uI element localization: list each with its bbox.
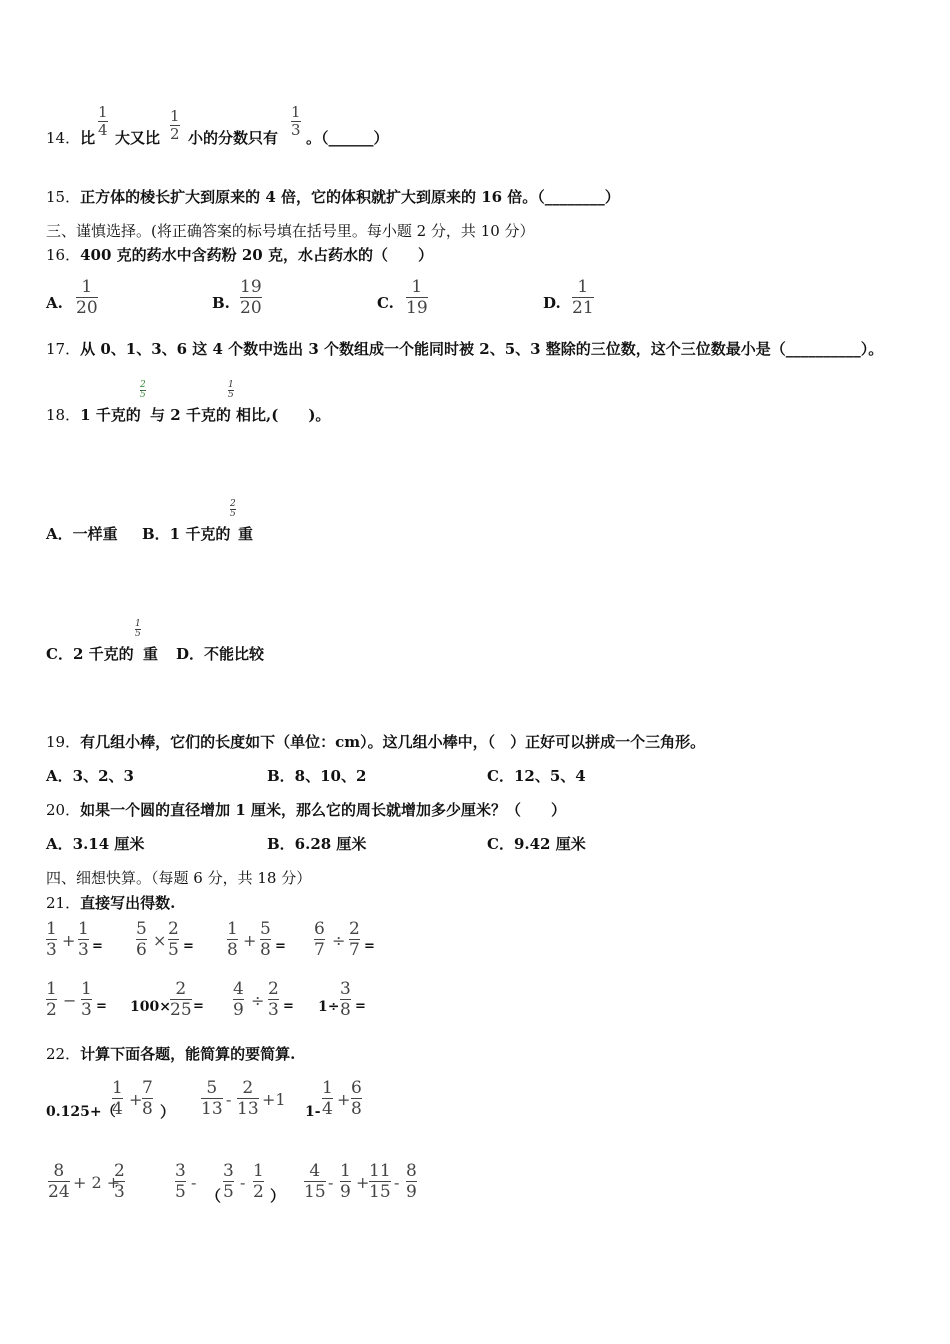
section-4-heading: 四、细想快算。（每题 6 分，共 18 分） [46,869,312,887]
q18-option-b-text[interactable]: B．1 千克的 [142,525,231,543]
q16-option-a-label[interactable]: A. [46,294,63,312]
q18-option-b-fraction: 2 5 [230,499,236,519]
q21-line [46,893,175,913]
q18-option-a[interactable]: A．一样重 [46,525,118,543]
q14-fraction-3: 1 3 [291,103,301,139]
q17-text: 从 0、1、3、6 这 4 个数中选出 3 个数组成一个能同时被 2、5、3 整除的三位数，这个三位数最小是（__________）。 [80,340,884,358]
q19-option-a[interactable]: A．3、2、3 [46,767,134,785]
q16-option-b-label[interactable]: B. [212,294,230,312]
section-3-heading: 三、谨慎选择。(将正确答案的标号填在括号里。每小题 2 分，共 10 分） [46,222,535,240]
q15-text: 正方体的棱长扩大到原来的 4 倍，它的体积就扩大到原来的 16 倍。（________） [80,188,620,206]
q14-text-a: 比 [80,129,96,147]
q16-option-c-label[interactable]: C. [377,294,394,312]
q22-line [46,1044,295,1064]
q20-option-c[interactable]: C．9.42 厘米 [487,835,586,853]
q15-number: 15． [46,188,81,206]
q22-text: 计算下面各题，能简算的要简算. [80,1045,296,1063]
q16-option-b-fraction: 19 20 [240,277,262,318]
q14-fraction-1: 1 4 [98,103,108,139]
q14-line [46,128,95,148]
q21-number: 21． [46,894,81,912]
q21-text: 直接写出得数. [80,894,176,912]
q20-option-a[interactable]: A．3.14 厘米 [46,835,145,853]
q18-option-c-text[interactable]: C．2 千克的 [46,645,134,663]
q18-option-c-fraction: 1 5 [135,619,141,639]
q17-number: 17． [46,340,81,358]
q14-text-b: 大又比 [115,129,161,147]
q18-option-d[interactable]: D．不能比较 [176,645,265,663]
q17-line [46,339,883,359]
q20-number: 20． [46,801,81,819]
q18-text-b: 与 2 千克的 [150,406,231,424]
q20-option-b[interactable]: B．6.28 厘米 [267,835,367,853]
q20-text: 如果一个圆的直径增加 1 厘米，那么它的周长就增加多少厘米？（ ） [80,801,566,819]
q16-option-d-fraction: 1 21 [572,277,594,318]
q20-line [46,800,566,820]
q14-answer-blank[interactable]: 。（______） [306,129,389,147]
q19-option-b[interactable]: B．8、10、2 [267,767,367,785]
q19-line [46,732,705,752]
q22-number: 22． [46,1045,81,1063]
q14-number: 14． [46,129,81,147]
q19-number: 19． [46,733,81,751]
q16-option-d-label[interactable]: D. [543,294,561,312]
q15-line [46,187,620,207]
q18-option-c-suffix: 重 [143,645,159,663]
q16-text: 400 克的药水中含药粉 20 克，水占药水的（ ） [80,246,433,264]
q19-text: 有几组小棒，它们的长度如下（单位：cm）。这几组小棒中，（ ）正好可以拼成一个三角形。 [80,733,706,751]
q16-line [46,245,433,265]
q18-number: 18． [46,406,81,424]
q18-fraction-2: 1 5 [228,380,234,400]
q16-number: 16． [46,246,81,264]
q19-option-c[interactable]: C．12、5、4 [487,767,586,785]
q18-fraction-1: 2 5 [140,380,146,400]
q14-text-c: 小的分数只有 [188,129,279,147]
q18-line [46,405,141,425]
q16-option-a-fraction: 1 20 [76,277,98,318]
q18-text-a: 1 千克的 [80,406,141,424]
q18-option-b-suffix: 重 [238,525,254,543]
q18-text-c: 相比,( )。 [236,406,331,424]
q14-fraction-2: 1 2 [170,107,180,143]
q16-option-c-fraction: 1 19 [406,277,428,318]
